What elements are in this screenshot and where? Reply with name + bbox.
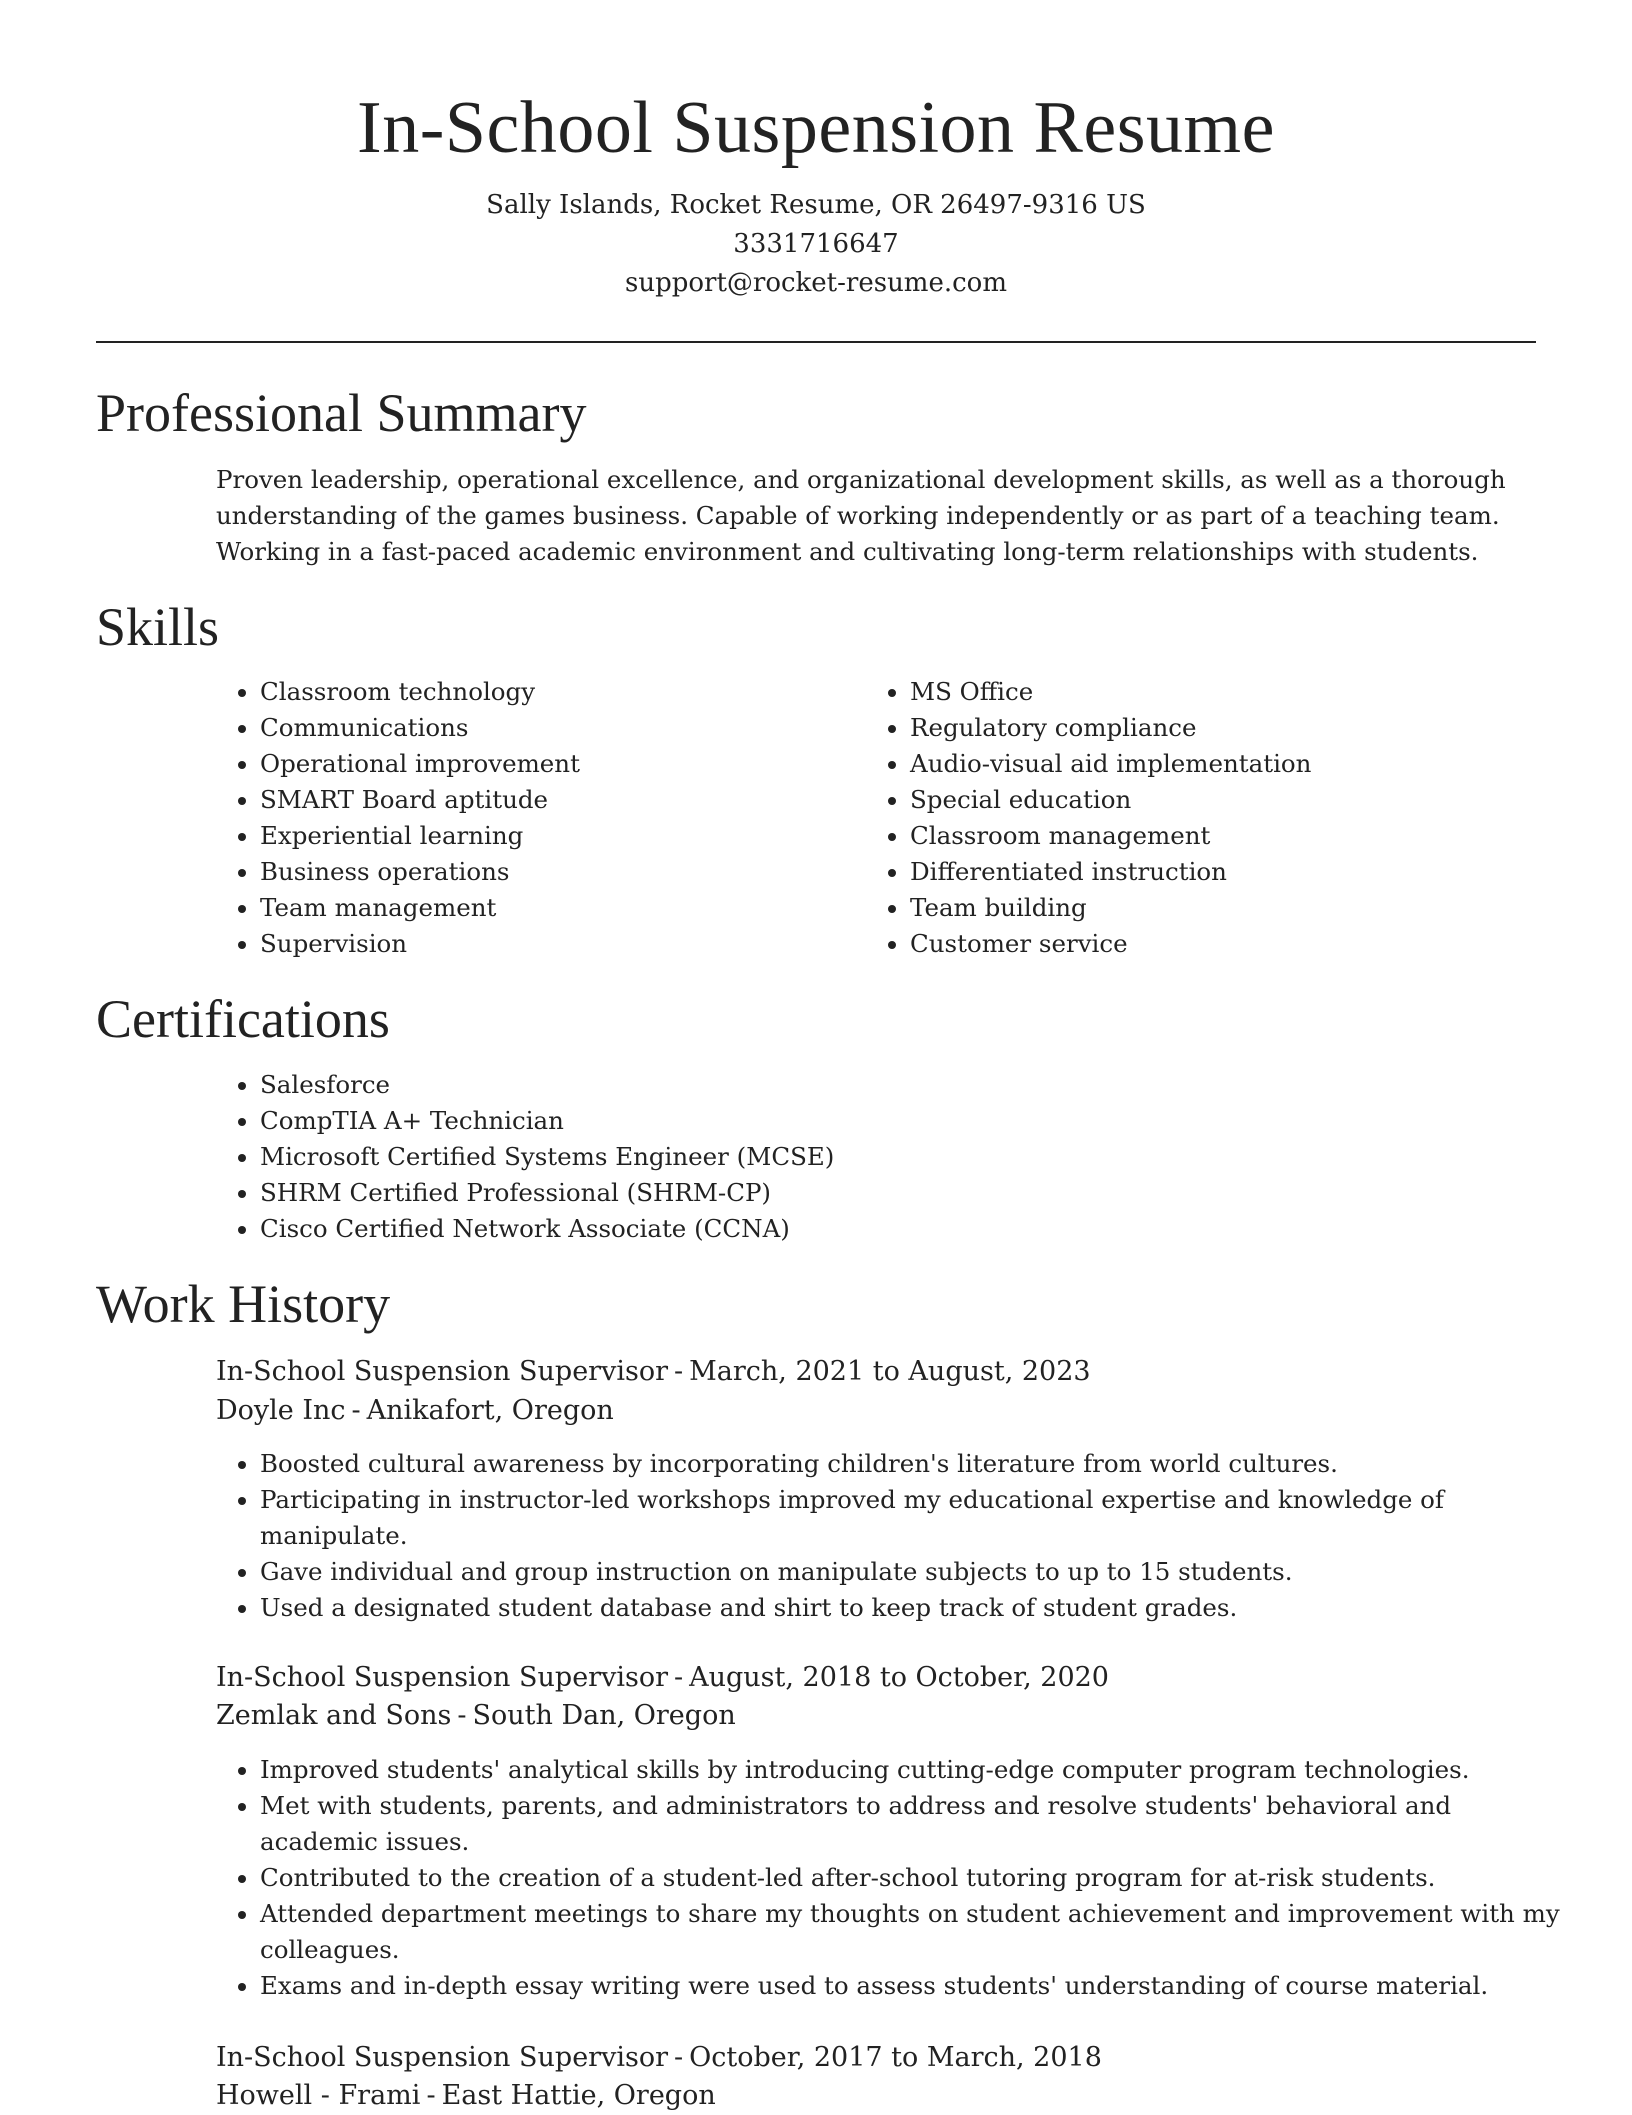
skill-item: • Experiential learning — [260, 818, 820, 854]
job-bullet: • Met with students, parents, and administrators to address and resolve students' behavioral and academic issues. — [260, 1788, 1560, 1860]
job-location: East Hattie, Oregon — [441, 2080, 716, 2111]
skill-item: • Team building — [910, 890, 1530, 926]
skill-item: • Business operations — [260, 854, 820, 890]
skill-item: • Customer service — [910, 926, 1530, 962]
header-divider — [96, 341, 1536, 343]
job-company: Zemlak and Sons — [216, 1700, 452, 1731]
resume-header — [0, 0, 1632, 303]
job-title-line: In-School Suspension Supervisor - October, 2017 to March, 2018 — [216, 2042, 1102, 2073]
skill-item: • Operational improvement — [260, 746, 820, 782]
email: support@rocket-resume.com — [624, 268, 1007, 298]
certification-item: • Microsoft Certified Systems Engineer (MCSE) — [260, 1139, 1560, 1175]
job-location: Anikafort, Oregon — [366, 1395, 614, 1426]
job-title-line: In-School Suspension Supervisor - March, 2021 to August, 2023 — [216, 1356, 1091, 1387]
job-company: Doyle Inc — [216, 1395, 346, 1426]
job-company-line: Zemlak and Sons - South Dan, Oregon — [216, 1700, 736, 1731]
skill-item: • SMART Board aptitude — [260, 782, 820, 818]
skill-item: • Supervision — [260, 926, 820, 962]
job-location: South Dan, Oregon — [472, 1700, 736, 1731]
section-title-skills: Skills — [96, 597, 220, 657]
job-role: In-School Suspension Supervisor — [216, 2042, 668, 2073]
skill-item: • Classroom technology — [260, 674, 820, 710]
job-role: In-School Suspension Supervisor — [216, 1356, 668, 1387]
job-bullet: • Used a designated student database and shirt to keep track of student grades. — [260, 1590, 1560, 1626]
job-bullet: • Gave individual and group instruction on manipulate subjects to up to 15 students. — [260, 1554, 1560, 1590]
skills-list-right — [866, 674, 1530, 962]
skill-item: • Team management — [260, 890, 820, 926]
job-company-line: Howell - Frami - East Hattie, Oregon — [216, 2080, 716, 2111]
skill-item: • Classroom management — [910, 818, 1530, 854]
job-company: Howell - Frami — [216, 2080, 421, 2111]
certification-item: • SHRM Certified Professional (SHRM-CP) — [260, 1175, 1560, 1211]
job-bullet: • Contributed to the creation of a student-led after-school tutoring program for at-risk students. — [260, 1860, 1560, 1896]
certification-item: • Cisco Certified Network Associate (CCNA) — [260, 1211, 1560, 1247]
section-title-work-history: Work History — [96, 1274, 391, 1334]
job-dates: March, 2021 to August, 2023 — [689, 1356, 1091, 1387]
summary-text: Proven leadership, operational excellence, and organizational development skills, as well as a thorough understanding of the games business. Capable of working independently or as part of a teaching team. Working in a fast-paced academic environment and cultivating long-term relationships with students. — [216, 465, 1506, 566]
job-dates: October, 2017 to March, 2018 — [689, 2042, 1102, 2073]
skill-item: • MS Office — [910, 674, 1530, 710]
job-title-line: In-School Suspension Supervisor - August, 2018 to October, 2020 — [216, 1662, 1109, 1693]
address: Sally Islands, Rocket Resume, OR 26497-9316 US — [486, 190, 1146, 220]
job-bullet: • Attended department meetings to share my thoughts on student achievement and improvement with my colleagues. — [260, 1896, 1560, 1968]
contact-info — [0, 186, 1632, 303]
job-bullet: • Exams and in-depth essay writing were used to assess students' understanding of course material. — [260, 1968, 1560, 2004]
phone: 3331716647 — [733, 229, 899, 259]
skill-item: • Communications — [260, 710, 820, 746]
resume-title: In-School Suspension Resume — [357, 87, 1275, 169]
skill-item: • Differentiated instruction — [910, 854, 1530, 890]
skill-item: • Regulatory compliance — [910, 710, 1530, 746]
job-bullet: • Improved students' analytical skills by introducing cutting-edge computer program technologies. — [260, 1752, 1560, 1788]
job-bullet: • Boosted cultural awareness by incorporating children's literature from world cultures. — [260, 1446, 1560, 1482]
skills-list-left — [216, 674, 820, 962]
job-bullets — [216, 1752, 1560, 2004]
job-role: In-School Suspension Supervisor — [216, 1662, 668, 1693]
skill-item: • Audio-visual aid implementation — [910, 746, 1530, 782]
section-title-summary: Professional Summary — [96, 383, 587, 443]
job-bullet: • Participating in instructor-led workshops improved my educational expertise and knowledge of manipulate. — [260, 1482, 1560, 1554]
certifications-list — [216, 1067, 1560, 1247]
job-bullets — [216, 1446, 1560, 1626]
certification-item: • CompTIA A+ Technician — [260, 1103, 1560, 1139]
job-company-line: Doyle Inc - Anikafort, Oregon — [216, 1395, 614, 1426]
section-title-certifications: Certifications — [96, 989, 390, 1049]
job-dates: August, 2018 to October, 2020 — [689, 1662, 1109, 1693]
skill-item: • Special education — [910, 782, 1530, 818]
certification-item: • Salesforce — [260, 1067, 1560, 1103]
